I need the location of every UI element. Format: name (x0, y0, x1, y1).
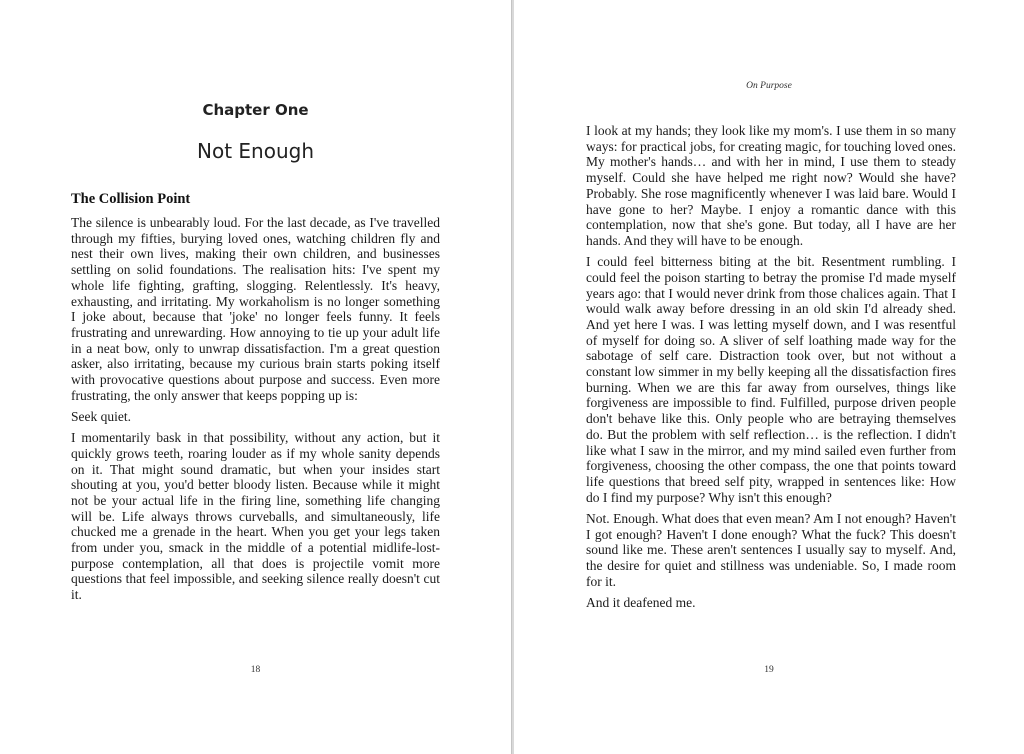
chapter-title: Not Enough (197, 139, 314, 163)
paragraph: I look at my hands; they look like my mom's. I use them in so many ways: for practical jobs, for creating magic, for touching loved ones. My mother's hands… and with her in mind, I use them to steady myself. Could she have helped me right now? Would she have? Probably. She rose magnificently whenever I was laid bare. Would I have gone to her? Maybe. I enjoy a romantic dance with this contemplation, now that she's gone. But today, all I have are her hands. And they will have to be enough. (586, 123, 957, 248)
paragraph: And it deafened me. (586, 594, 696, 610)
running-header: On Purpose (746, 81, 792, 91)
section-heading: The Collision Point (71, 191, 191, 207)
page-number-left: 18 (250, 665, 261, 675)
chapter-number: Chapter One (202, 101, 309, 119)
page-number-right: 19 (764, 665, 774, 675)
paragraph: Seek quiet. (71, 408, 131, 424)
paragraph: I momentarily bask in that possibility, without any action, but it quickly grows teeth, roaring louder as if my whole sanity depends on it. That might sound dramatic, but when your insides start shouting at you, you'd better bloody listen. Because while it might not be your actual life in the firing line, something life changing will be. Life always throws curveballs, and simultaneously, life chucked me a grenade in the heart. When you get your legs taken from under you, smack in the middle of a potential midlife-lost-purpose contemplation, all that does is projectile vomit more questions that feel impossible, and seeking silence really doesn't cut it. (71, 430, 440, 603)
paragraph: I could feel bitterness biting at the bit. Resentment rumbling. I could feel the poison starting to betray the promise I'd made myself years ago: that I would never drink from those chalices again. That I would walk away before dressing in an old skin I'd already shed. And yet here I was. I was letting myself down, and I was resentful of myself for doing so. A sliver of self loathing made way for the sabotage of self care. Distraction took over, but not without a constant low simmer in my belly keeping all the dissatisfaction fires burning. When we are this far away from ourselves, things like forgiveness are impossible to find. Fulfilled, purpose driven people don't behave like this. Only people who are betraying themselves do. But the problem with self reflection… is the reflection. I didn't like what I saw in the mirror, and my mind sailed even further from forgiveness, choosing the other compass, the one that points toward life questions that breed self pity, wrapped in sentences like: How do I find my purpose? Why isn't this enough? (586, 254, 956, 505)
paragraph: Not. Enough. What does that even mean? Am I not enough? Haven't I got enough? Haven't I done enough? What the fuck? This doesn't sound like me. These aren't sentences I usually say to myself. And, the desire for quiet and stillness was undeniable. So, I made room for it. (586, 510, 956, 589)
paragraph: The silence is unbearably loud. For the last decade, as I've travelled through my fifties, burying loved ones, watching children fly and nest their own lives, making their own children, and businesses settling on solid foundations. The realisation hits: I've spent my whole life fighting, grafting, slogging. Relentlessly. It's heavy, exhausting, and irritating. My workaholism is no longer something I joke about, because that 'joke' no longer feels funny. It feels frustrating and unrewarding. How annoying to tie up your adult life in a neat bow, only to unwrap dissatisfaction. I'm a great question asker, also irritating, because my curious brain starts poking itself with provocative questions about purpose and success. Even more frustrating, the only answer that keeps popping up is: (71, 215, 440, 403)
right-body-text (586, 123, 956, 616)
left-body-text (71, 215, 440, 608)
